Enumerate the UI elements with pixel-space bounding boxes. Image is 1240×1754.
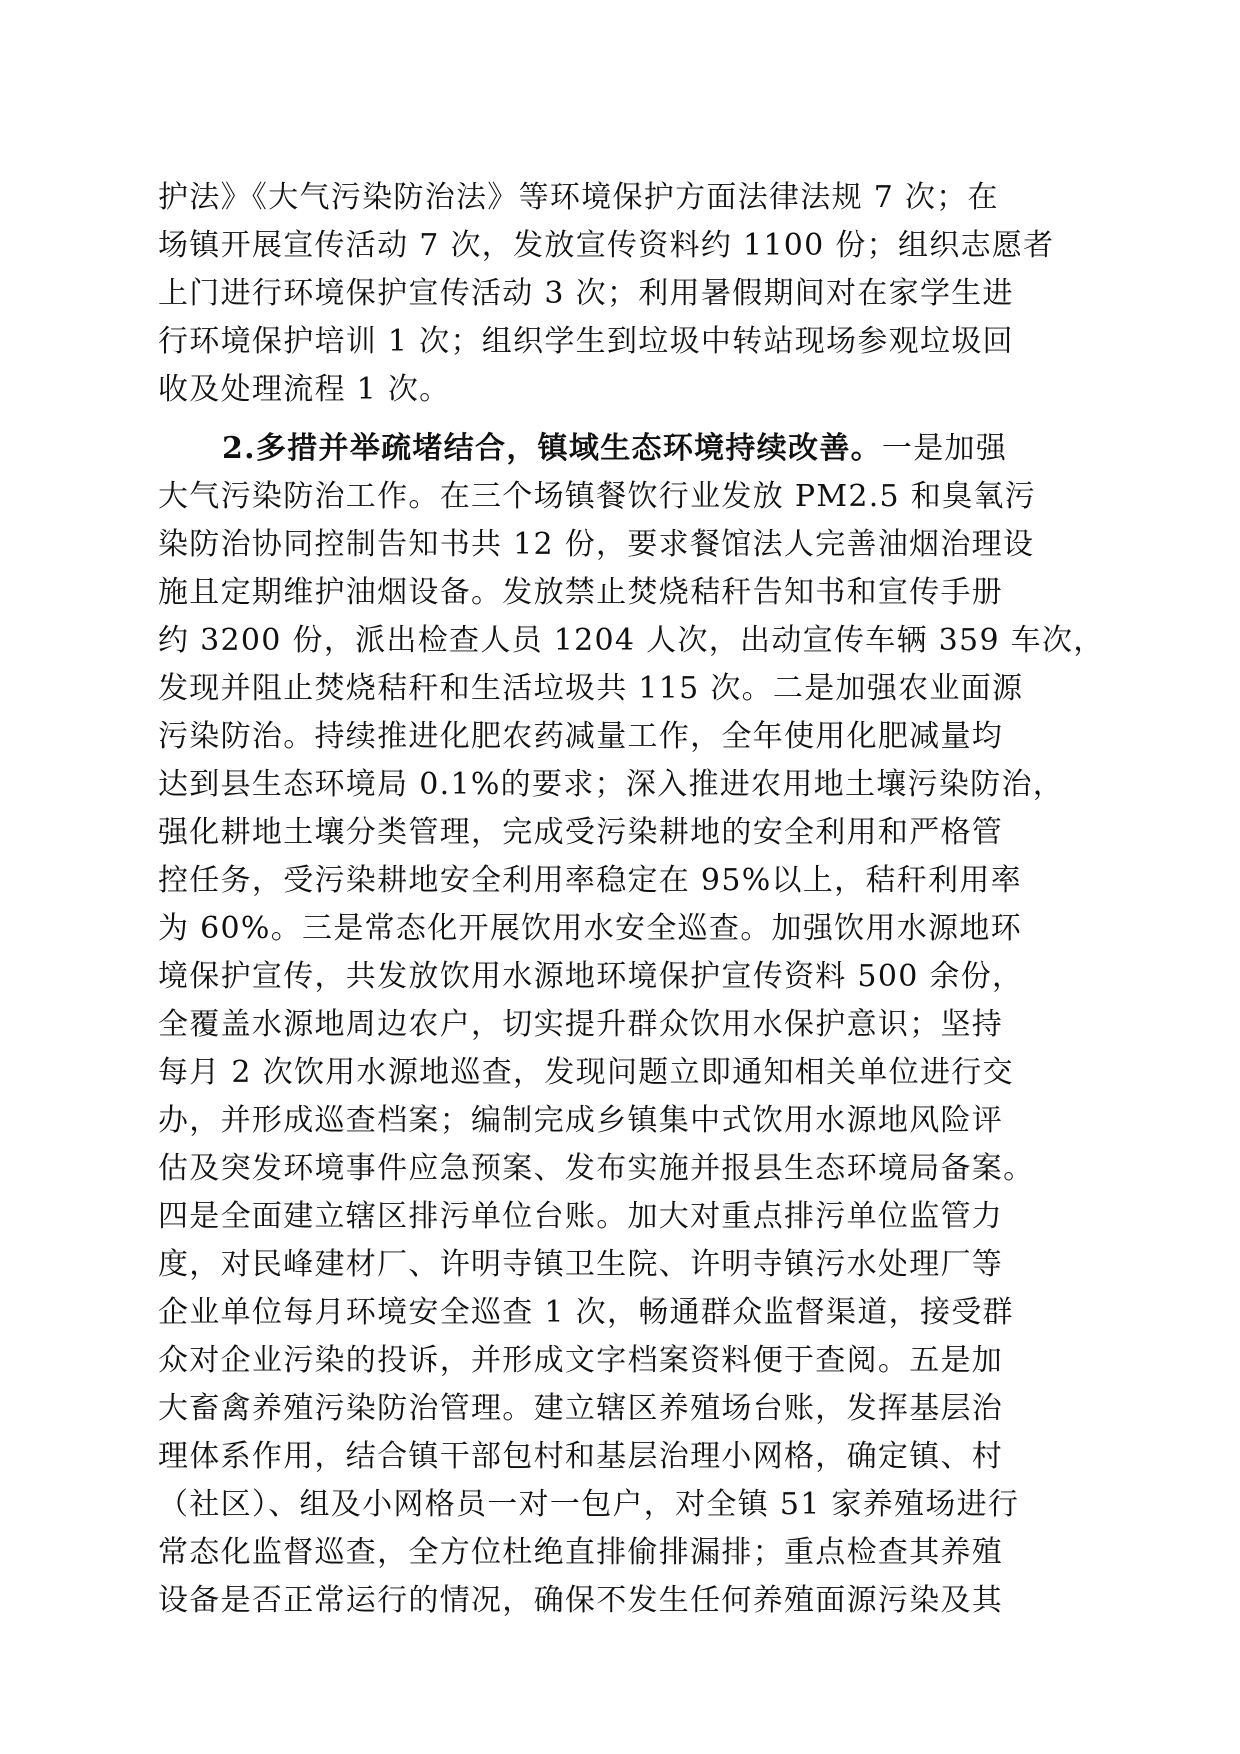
p2-line: 全覆盖水源地周边农户，切实提升群众饮用水保护意识；坚持 xyxy=(158,1007,1004,1042)
section-heading: 2.多措并举疏堵结合，镇域生态环境持续改善。 xyxy=(222,431,882,466)
p1-line-3: 上门进行环境保护宣传活动 3 次；利用暑假期间对在家学生进 xyxy=(158,276,1014,311)
p2-line: 度，对民峰建材厂、许明寺镇卫生院、许明寺镇污水处理厂等 xyxy=(158,1247,1004,1282)
p1-line-2: 场镇开展宣传活动 7 次，发放宣传资料约 1100 份；组织志愿者 xyxy=(158,228,1055,263)
p1-line-1: 护法》《大气污染防治法》等环境保护方面法律法规 7 次；在 xyxy=(158,180,999,215)
p1-line-5: 收及处理流程 1 次。 xyxy=(158,372,451,407)
p2-line: 控任务，受污染耕地安全利用率稳定在 95%以上，秸秆利用率 xyxy=(158,863,1022,898)
p2-line: 设备是否正常运行的情况，确保不发生任何养殖面源污染及其 xyxy=(158,1583,1004,1618)
p2-line: 四是全面建立辖区排污单位台账。加大对重点排污单位监管力 xyxy=(158,1199,1004,1234)
p2-first-line-rest: 一是加强 xyxy=(881,431,1008,466)
p2-line: 众对企业污染的投诉，并形成文字档案资料便于查阅。五是加 xyxy=(158,1343,1004,1378)
p2-line: 污染防治。持续推进化肥农药减量工作，全年使用化肥减量均 xyxy=(158,719,1004,754)
p2-line: （社区）、组及小网格员一对一包户，对全镇 51 家养殖场进行 xyxy=(158,1487,1020,1522)
p2-line: 施且定期维护油烟设备。发放禁止焚烧秸秆告知书和宣传手册 xyxy=(158,575,1004,610)
p2-line: 约 3200 份，派出检查人员 1204 人次，出动宣传车辆 359 车次， xyxy=(158,623,1105,658)
p2-line: 达到县生态环境局 0.1%的要求；深入推进农用地土壤污染防治， xyxy=(158,767,1065,802)
p2-line: 大畜禽养殖污染防治管理。建立辖区养殖场台账，发挥基层治 xyxy=(158,1391,1004,1426)
p2-line: 理体系作用，结合镇干部包村和基层治理小网格，确定镇、村 xyxy=(158,1439,1004,1474)
p2-line: 发现并阻止焚烧秸秆和生活垃圾共 115 次。二是加强农业面源 xyxy=(158,671,1024,706)
p2-line: 为 60%。三是常态化开展饮用水安全巡查。加强饮用水源地环 xyxy=(158,911,1022,946)
p1-line-4: 行环境保护培训 1 次；组织学生到垃圾中转站现场参观垃圾回 xyxy=(158,324,1014,359)
p2-line: 办，并形成巡查档案；编制完成乡镇集中式饮用水源地风险评 xyxy=(158,1103,1004,1138)
p2-first-line xyxy=(222,425,1082,473)
p2-line: 估及突发环境事件应急预案、发布实施并报县生态环境局备案。 xyxy=(158,1151,1035,1186)
p2-line: 每月 2 次饮用水源地巡查，发现问题立即通知相关单位进行交 xyxy=(158,1055,1014,1090)
p2-line: 境保护宣传，共发放饮用水源地环境保护宣传资料 500 余份， xyxy=(158,959,1024,994)
p2-line: 企业单位每月环境安全巡查 1 次，畅通群众监督渠道，接受群 xyxy=(158,1295,1014,1330)
p2-line: 染防治协同控制告知书共 12 份，要求餐馆法人完善油烟治理设 xyxy=(158,527,1035,562)
p2-line: 常态化监督巡查，全方位杜绝直排偷排漏排；重点检查其养殖 xyxy=(158,1535,1004,1570)
p2-line: 强化耕地土壤分类管理，完成受污染耕地的安全利用和严格管 xyxy=(158,815,1004,850)
p2-line: 大气污染防治工作。在三个场镇餐饮行业发放 PM2.5 和臭氧污 xyxy=(158,479,1036,514)
